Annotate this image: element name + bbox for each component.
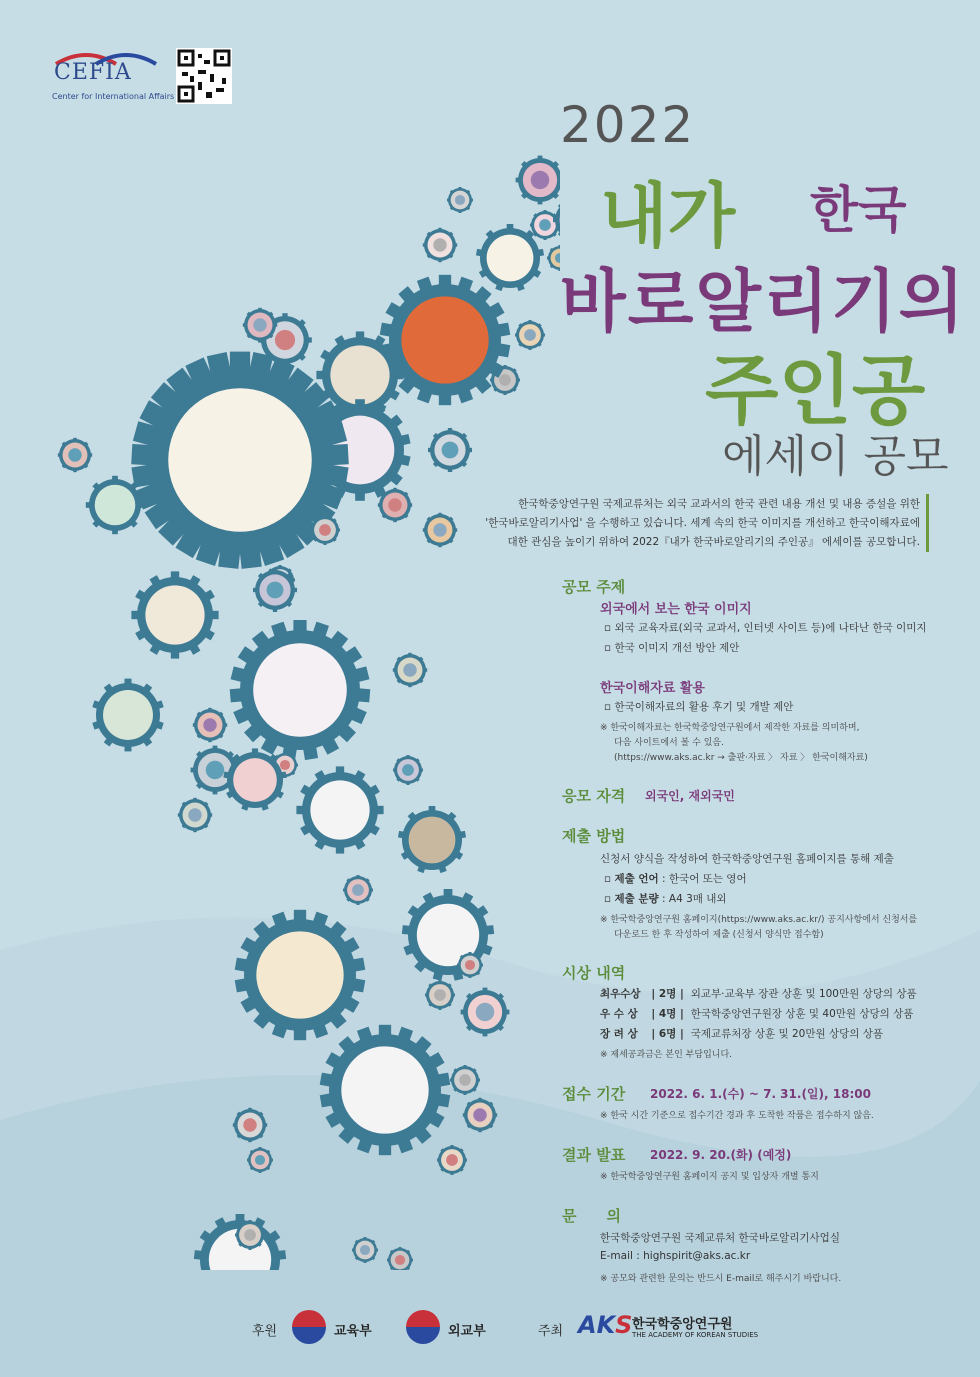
sponsor-mofa: 외교부 xyxy=(448,1324,486,1339)
gear xyxy=(233,1108,267,1142)
awards-note: ※ 제세공과금은 본인 부담입니다. xyxy=(600,1050,733,1060)
result-value: 2022. 9. 20.(화) (예정) xyxy=(650,1148,792,1162)
submission-note: 다운로드 한 후 작성하여 제출 (신청서 양식만 접수함) xyxy=(614,930,824,940)
list-item: ▫ 외국 교육자료(외국 교과서, 인터넷 사이트 등)에 나타난 한국 이미지 xyxy=(604,622,927,634)
logo-subtitle: Center for International Affairs xyxy=(52,92,175,101)
gear-map-illustration xyxy=(40,150,560,1270)
list-item: ▫ 제출 분량 : A4 3매 내외 xyxy=(604,893,727,905)
aks-logo-icon: AKS xyxy=(578,1311,633,1339)
title-line1-part1: 내가 xyxy=(600,175,736,257)
list-item-text: 한국 이미지 개선 방안 제안 xyxy=(614,642,740,654)
qr-code[interactable] xyxy=(176,48,232,104)
award-row xyxy=(600,1006,917,1026)
submission-note: ※ 한국학중앙연구원 홈페이지(https://www.aks.ac.kr/) 공지사항에서 신청서를 xyxy=(600,915,918,925)
list-item-text: 한국이해자료의 활용 후기 및 개발 제안 xyxy=(614,701,794,713)
gear xyxy=(437,1145,467,1175)
gear xyxy=(352,1237,378,1263)
list-item-text: 외국 교육자료(외국 교과서, 인터넷 사이트 등)에 나타난 한국 이미지 xyxy=(614,622,927,634)
gear xyxy=(387,1247,413,1270)
award-label: 장 려 상 xyxy=(600,1028,638,1040)
intro-accent-bar xyxy=(926,494,929,552)
host-label: 주최 xyxy=(538,1324,564,1339)
gear xyxy=(193,708,227,742)
section-title-result: 결과 발표 xyxy=(562,1146,626,1164)
section-title-submission: 제출 방법 xyxy=(562,827,626,845)
list-item: ▫ 제출 언어 : 한국어 또는 영어 xyxy=(604,873,747,885)
award-label: 우 수 상 xyxy=(600,1008,638,1020)
logo-text: CEFIA xyxy=(54,60,132,85)
host-name-en: THE ACADEMY OF KOREAN STUDIES xyxy=(632,1331,759,1339)
taeguk-emblem-icon xyxy=(406,1310,440,1344)
gear xyxy=(457,952,483,978)
gear xyxy=(463,1098,497,1132)
taeguk-emblem-icon xyxy=(292,1310,326,1344)
gear xyxy=(223,748,286,810)
gear xyxy=(398,806,466,873)
gear xyxy=(243,308,277,342)
section-title-eligibility: 응모 자격 xyxy=(562,787,626,805)
gear xyxy=(393,755,423,785)
contact-line: 한국학중앙연구원 국제교류처 한국바로알리기사업실 xyxy=(600,1232,840,1244)
gear xyxy=(296,766,383,853)
eligibility-value: 외국인, 재외국민 xyxy=(645,789,735,803)
topic-note: ※ 한국이해자료는 한국학중앙연구원에서 제작한 자료를 의미하며, xyxy=(600,723,860,733)
award-row xyxy=(600,1026,917,1046)
gear xyxy=(58,438,92,472)
title-line3: 주인공 xyxy=(705,346,926,435)
section-title-period: 접수 기간 xyxy=(562,1085,626,1103)
gear xyxy=(515,320,545,350)
contact-note: ※ 공모와 관련한 문의는 반드시 E-mail로 해주시기 바랍니다. xyxy=(600,1274,842,1284)
gear xyxy=(235,910,366,1040)
list-item: ▫ 한국 이미지 개선 방안 제안 xyxy=(604,642,740,654)
award-count: | 4명 | xyxy=(651,1008,684,1020)
award-desc: 한국학중앙연구원장 상훈 및 40만원 상당의 상품 xyxy=(690,1008,914,1020)
section-title-contact: 문 의 xyxy=(562,1207,621,1225)
section-title-awards: 시상 내역 xyxy=(562,964,626,982)
gear xyxy=(428,428,472,472)
gear xyxy=(253,568,297,612)
gear xyxy=(92,679,163,752)
submission-length-label: 제출 분량 xyxy=(614,893,659,905)
gear xyxy=(423,228,457,262)
gear xyxy=(378,488,412,522)
award-desc: 외교부·교육부 장관 상훈 및 100만원 상당의 상품 xyxy=(690,988,917,1000)
topic-subtitle-2: 한국이해자료 활용 xyxy=(600,681,705,696)
topic-note: 다음 사이트에서 볼 수 있음. xyxy=(614,738,724,748)
awards-table xyxy=(600,986,917,1046)
gear xyxy=(393,653,427,687)
title-line2: 바로알리기의 xyxy=(560,263,967,342)
intro-line: 대한 관심을 높이기 위하여 2022『내가 한국바로알리기의 주인공』 에세이를 공모합니다. xyxy=(507,536,920,548)
award-count: | 6명 | xyxy=(651,1028,684,1040)
result-note: ※ 한국학중앙연구원 홈페이지 공지 및 입상자 개별 통지 xyxy=(600,1172,819,1182)
topic-subtitle-1: 외국에서 보는 한국 이미지 xyxy=(600,602,752,617)
gear xyxy=(447,187,473,213)
gear xyxy=(516,156,560,205)
topic-note-link[interactable]: (https://www.aks.ac.kr → 출판·자료 〉 자료 〉 한국이해자료) xyxy=(614,753,868,763)
award-count: | 2명 | xyxy=(651,988,684,1000)
list-item: ▫ 한국이해자료의 활용 후기 및 개발 제안 xyxy=(604,701,794,713)
period-value: 2022. 6. 1.(수) ~ 7. 31.(일), 18:00 xyxy=(650,1087,871,1101)
gear xyxy=(547,245,560,271)
gear xyxy=(343,875,373,905)
intro-line: 한국학중앙연구원 국제교류처는 외국 교과서의 한국 관련 내용 개선 및 내용 증설을 위한 xyxy=(518,498,920,510)
gear xyxy=(423,513,457,547)
intro-line: '한국바로알리기사업' 을 수행하고 있습니다. 세계 속의 한국 이미지를 개선하고 한국이해자료에 xyxy=(485,517,920,529)
gear xyxy=(461,988,510,1037)
contact-email[interactable]: E-mail : highspirit@aks.ac.kr xyxy=(600,1250,751,1262)
gear xyxy=(131,571,218,658)
award-row xyxy=(600,986,917,1006)
gear xyxy=(230,620,371,760)
section-title-topic: 공모 주제 xyxy=(562,578,626,596)
period-note: ※ 한국 시간 기준으로 접수기간 경과 후 도착한 작품은 접수하지 않음. xyxy=(600,1111,874,1121)
submission-line: 신청서 양식을 작성하여 한국학중앙연구원 홈페이지를 통해 제출 xyxy=(600,853,894,865)
submission-lang-value: : 한국어 또는 영어 xyxy=(658,873,747,885)
gear xyxy=(247,1147,273,1173)
gear xyxy=(530,210,560,240)
host-name: 한국학중앙연구원 xyxy=(632,1317,733,1332)
award-label: 최우수상 xyxy=(600,988,641,1000)
gear xyxy=(425,980,455,1010)
gear xyxy=(450,1065,480,1095)
gear xyxy=(178,798,212,832)
gear xyxy=(476,224,544,291)
sponsor-label: 후원 xyxy=(252,1324,278,1339)
gear xyxy=(310,515,340,545)
gear xyxy=(320,1025,451,1155)
gear xyxy=(235,1220,265,1250)
submission-length-value: : A4 3매 내외 xyxy=(658,893,727,905)
title-line1-part2: 한국 xyxy=(810,181,907,239)
award-desc: 국제교류처장 상훈 및 20만원 상당의 상품 xyxy=(690,1028,884,1040)
cefia-logo xyxy=(46,52,175,112)
title-subtitle: 에세이 공모 xyxy=(722,431,949,482)
sponsor-moe: 교육부 xyxy=(334,1324,372,1339)
title-year: 2022 xyxy=(560,96,696,154)
gear xyxy=(86,476,144,534)
gear xyxy=(380,275,511,405)
submission-lang-label: 제출 언어 xyxy=(614,873,659,885)
intro-text xyxy=(470,495,920,552)
